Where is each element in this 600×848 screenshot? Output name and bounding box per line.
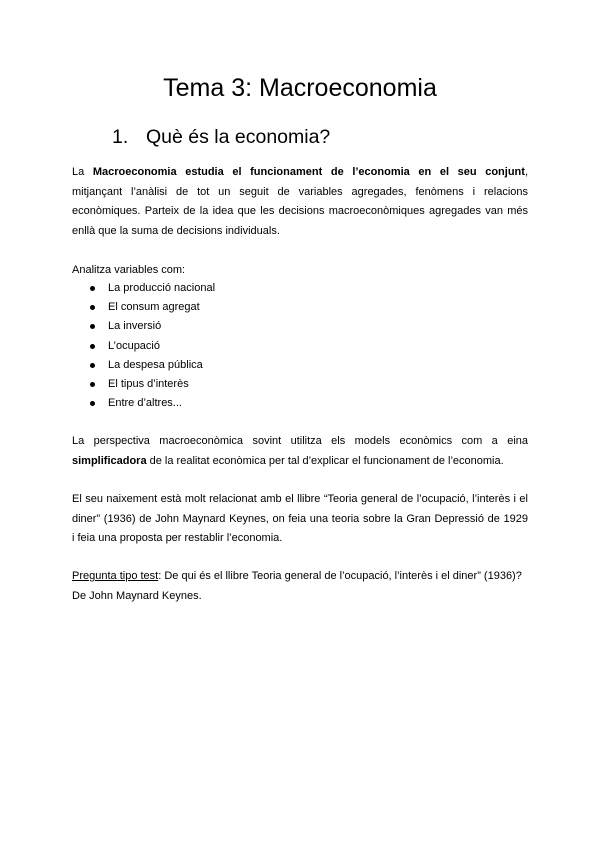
text-run: La [72,166,93,178]
bullet-icon [90,344,95,349]
list-item-text: El tipus d’interès [108,377,189,390]
section-heading-text: Què és la economia? [146,126,331,148]
list-item-text: Entre d’altres... [108,397,182,410]
text-run: de la realitat econòmica per tal d’explicar el funcionament de l’economia. [146,454,504,467]
list-item [72,279,215,298]
variables-list [72,279,215,413]
paragraph-line: mitjançant l’anàlisi de tot un seguit de variables agregades, fenòmens i relacions [72,185,528,198]
page-title: Tema 3: Macroeconomia [163,74,437,102]
paragraph-line: enllà que la suma de decisions individuals. [72,224,280,237]
bullet-icon [90,363,95,368]
paragraph-line: diner” (1936) de John Maynard Keynes, on feia una teoria sobre la Gran Depressió de 1929 [72,512,528,525]
bold-text: Macroeconomia estudia el funcionament de l’economia en el seu conjunt [92,166,525,178]
paragraph-line: econòmiques. Parteix de la idea que les decisions macroeconòmiques agregades van més [72,205,528,218]
paragraph-origin [72,490,528,549]
question-line [72,567,528,587]
paragraph-definition [72,163,528,241]
text-run: , [524,166,528,178]
paragraph-line: i feia una proposta per restablir l’economia. [72,532,283,545]
paragraph-line [72,163,528,183]
list-item [72,375,215,394]
list-item [72,298,215,317]
list-item-text: L’ocupació [108,339,160,352]
list-item-text: La producció nacional [108,282,216,294]
question-label: Pregunta tipo test [72,570,159,582]
test-question [72,567,528,606]
list-item [72,317,215,336]
list-item [72,337,215,356]
section-number: 1. [112,126,129,148]
bold-text: simplificadora [72,454,147,467]
list-item [72,394,215,413]
bullet-icon [90,401,95,406]
variables-intro: Analitza variables com: [72,264,186,276]
list-item-text: El consum agregat [108,301,200,314]
paragraph-line: El seu naixement està molt relacionat amb el llibre “Teoria general de l’ocupació, l’interès i el [72,493,528,505]
bullet-icon [90,286,95,291]
list-item [72,356,215,375]
paragraph-line [72,452,528,472]
bullet-icon [90,305,95,310]
bullet-icon [90,324,95,329]
paragraph-line: La perspectiva macroeconòmica sovint utilitza els models econòmics com a eina [72,435,528,447]
section-heading [112,124,330,150]
question-text: : De qui és el llibre Teoria general de l’ocupació, l’interès i el diner” (1936)? [158,570,522,582]
bullet-icon [90,382,95,387]
list-item-text: La despesa pública [108,358,203,371]
answer-line: De John Maynard Keynes. [72,589,202,602]
paragraph-perspective [72,432,528,471]
list-item-text: La inversió [108,320,162,333]
